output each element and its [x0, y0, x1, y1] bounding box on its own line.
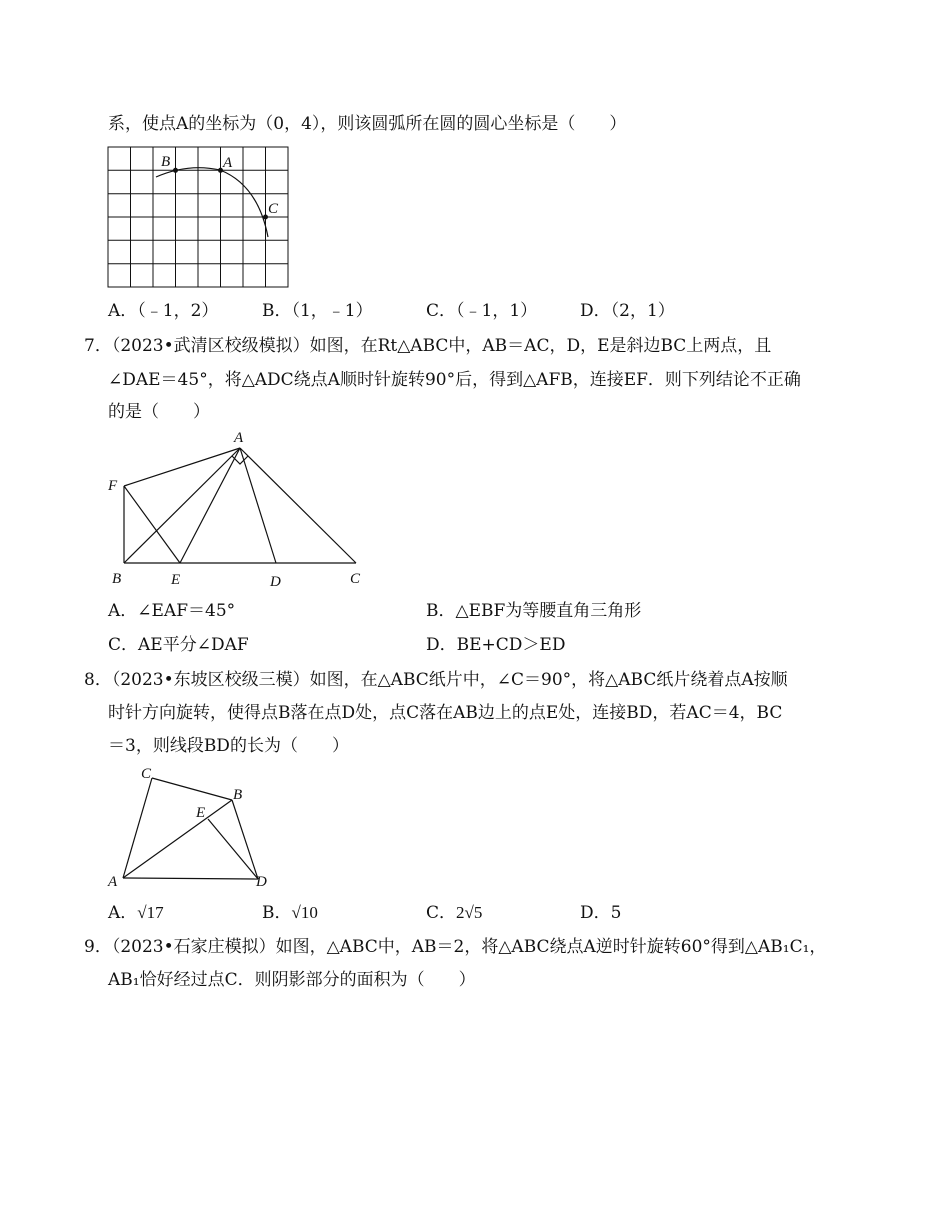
label-A: A [234, 430, 244, 446]
q6-text: 系，使点A的坐标为（0，4），则该圆弧所在圆的圆心坐标是（ ） [108, 114, 627, 134]
q6-option-b: B．（1，﹣1） [262, 301, 373, 321]
q7-line-2: ∠DAE＝45°，将△ADC绕点A顺时针旋转90°后，得到△AFB，连接EF．则下列结论不正确 [108, 370, 801, 390]
q7-option-c: C．AE平分∠DAF [108, 635, 249, 655]
q8-option-b-value: √10 [291, 903, 318, 922]
q8-option-c [426, 902, 482, 924]
label-C: C [141, 766, 152, 782]
q8-option-c-prefix: C． [426, 903, 457, 923]
q7-option-b: B．△EBF为等腰直角三角形 [426, 601, 642, 621]
label-C: C [350, 571, 361, 587]
q9-line-1: 9．（2023•石家庄模拟）如图，△ABC中，AB＝2，将△ABC绕点A逆时针旋转60°得到△AB₁C₁， [84, 937, 827, 957]
q6-option-c: C．（﹣1，1） [426, 301, 538, 321]
q8-option-b-prefix: B． [262, 903, 292, 923]
q9-line-2: AB₁恰好经过点C．则阴影部分的面积为（ ） [108, 970, 476, 990]
q6-grid-figure [108, 147, 290, 289]
q8-line-2: 时针方向旋转，使得点B落在点D处，点C落在AB边上的点E处，连接BD，若AC＝4，BC [108, 703, 783, 723]
label-E: E [171, 572, 181, 588]
q6-option-d: D．（2，1） [580, 301, 675, 321]
label-B: B [161, 154, 171, 170]
q8-option-a [108, 902, 164, 924]
q7-option-a: A．∠EAF＝45° [108, 601, 236, 621]
label-A: A [108, 874, 118, 890]
q7-line-3: 的是（ ） [108, 402, 210, 422]
label-D: D [256, 874, 267, 890]
q8-option-a-prefix: A． [108, 903, 138, 923]
q7-option-d: D．BE+CD＞ED [426, 635, 566, 655]
q7-triangle-figure [100, 428, 375, 593]
q6-option-a: A．（﹣1，2） [108, 301, 219, 321]
q8-rotation-figure [100, 760, 285, 890]
q8-option-d: D．5 [580, 903, 622, 923]
q8-option-b [262, 902, 318, 924]
label-E: E [196, 805, 206, 821]
label-D: D [270, 574, 281, 590]
q8-line-1: 8．（2023•东坡区校级三模）如图，在△ABC纸片中，∠C＝90°，将△ABC纸片绕着点A按顺 [84, 670, 788, 690]
q8-line-3: ＝3，则线段BD的长为（ ） [108, 736, 349, 756]
q8-option-a-value: √17 [137, 903, 164, 922]
q8-option-c-value: 2√5 [456, 903, 483, 922]
q7-line-1: 7．（2023•武清区校级模拟）如图，在Rt△ABC中，AB＝AC，D，E是斜边BC上两点，且 [84, 336, 772, 356]
label-F: F [108, 478, 118, 494]
label-B: B [233, 787, 243, 803]
label-A: A [223, 155, 233, 171]
label-B: B [112, 571, 122, 587]
label-C: C [268, 201, 279, 217]
